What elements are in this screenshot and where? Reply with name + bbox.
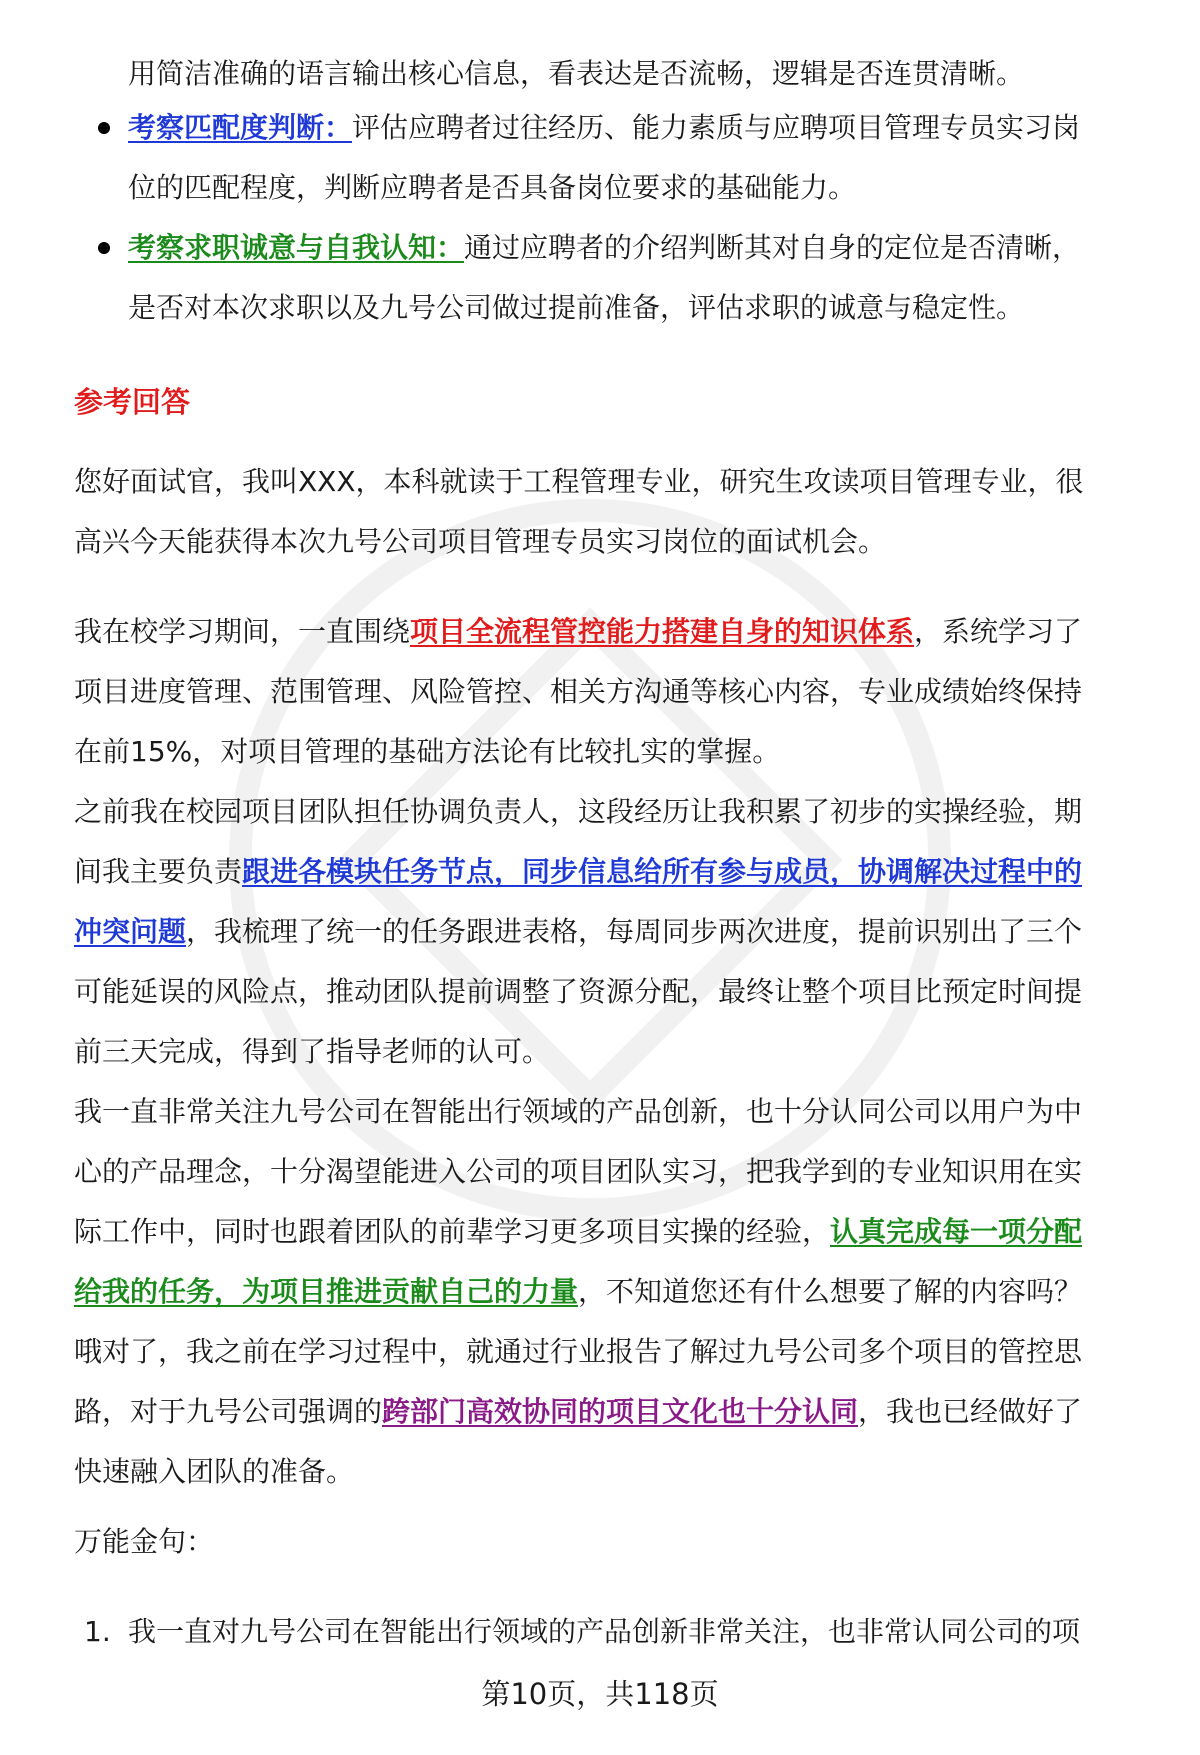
bullet-item-sincerity xyxy=(128,218,1144,338)
section-heading: 参考回答 xyxy=(74,385,191,419)
paragraph-text: ，我也已经做好了 xyxy=(858,1395,1083,1428)
bullet-text: 通过应聘者的介绍判断其对自身的定位是否清晰， xyxy=(464,231,1081,264)
paragraph-text: 我在校学习期间，一直围绕 xyxy=(74,615,411,648)
golden-sentences-label: 万能金句： xyxy=(74,1525,215,1558)
highlight-purple: 跨部门高效协同的项目文化也十分认同 xyxy=(382,1395,859,1428)
paragraph-line: 前三天完成，得到了指导老师的认可。 xyxy=(74,1035,551,1068)
paragraph-line: 您好面试官，我叫XXX，本科就读于工程管理专业，研究生攻读项目管理专业，很 xyxy=(74,465,1084,498)
paragraph-line: 可能延误的风险点，推动团队提前调整了资源分配，最终让整个项目比预定时间提 xyxy=(74,975,1083,1008)
paragraph-text: 间我主要负责 xyxy=(74,855,243,888)
paragraph-intro xyxy=(74,452,1146,572)
paragraph-line: 高兴今天能获得本次九号公司项目管理专员实习岗位的面试机会。 xyxy=(74,525,887,558)
paragraph-text: ，我梳理了统一的任务跟进表格，每周同步两次进度，提前识别出了三个 xyxy=(186,915,1083,948)
paragraph-text: 路，对于九号公司强调的 xyxy=(74,1395,383,1428)
paragraph-line: 哦对了，我之前在学习过程中，就通过行业报告了解过九号公司多个项目的管控思 xyxy=(74,1335,1083,1368)
paragraph-line: 项目进度管理、范围管理、风险管控、相关方沟通等核心内容，专业成绩始终保持 xyxy=(74,675,1083,708)
highlight-green: 给我的任务，为项目推进贡献自己的力量 xyxy=(74,1275,579,1308)
list-number: 1. xyxy=(84,1615,111,1648)
bullet-dot xyxy=(98,122,110,134)
paragraph-study xyxy=(74,602,1146,782)
bullet-text: 位的匹配程度，判断应聘者是否具备岗位要求的基础能力。 xyxy=(128,171,857,204)
paragraph-experience xyxy=(74,782,1146,1082)
paragraph-motivation xyxy=(74,1082,1146,1502)
paragraph-text: 际工作中，同时也跟着团队的前辈学习更多项目实操的经验， xyxy=(74,1215,831,1248)
paragraph-line: 我一直非常关注九号公司在智能出行领域的产品创新，也十分认同公司以用户为中 xyxy=(74,1095,1083,1128)
highlight-blue: 跟进各模块任务节点，同步信息给所有参与成员，协调解决过程中的 xyxy=(242,855,1083,888)
paragraph-text: ，系统学习了 xyxy=(914,615,1083,648)
paragraph-line: 之前我在校园项目团队担任协调负责人，这段经历让我积累了初步的实操经验，期 xyxy=(74,795,1083,828)
paragraph-line: 快速融入团队的准备。 xyxy=(74,1455,355,1488)
paragraph-text: ，不知道您还有什么想要了解的内容吗？ xyxy=(578,1275,1083,1308)
bullet-title: 考察匹配度判断： xyxy=(128,111,353,144)
bullet-dot xyxy=(98,242,110,254)
highlight-red: 项目全流程管控能力搭建自身的知识体系 xyxy=(410,615,915,648)
page-footer: 第10页，共118页 xyxy=(481,1677,719,1711)
bullet-text: 评估应聘者过往经历、能力素质与应聘项目管理专员实习岗 xyxy=(352,111,1081,144)
list-text: 我一直对九号公司在智能出行领域的产品创新非常关注，也非常认同公司的项 xyxy=(128,1615,1081,1648)
paragraph-line: 心的产品理念，十分渴望能进入公司的项目团队实习，把我学到的专业知识用在实 xyxy=(74,1155,1083,1188)
highlight-blue: 冲突问题 xyxy=(74,915,187,948)
paragraph-line: 在前15%，对项目管理的基础方法论有比较扎实的掌握。 xyxy=(74,735,781,768)
bullet-item-match xyxy=(128,98,1144,218)
bullet-title: 考察求职诚意与自我认知： xyxy=(128,231,465,264)
highlight-green: 认真完成每一项分配 xyxy=(830,1215,1083,1248)
bullet-text: 是否对本次求职以及九号公司做过提前准备，评估求职的诚意与稳定性。 xyxy=(128,291,1025,324)
intro-line: 用简洁准确的语言输出核心信息，看表达是否流畅，逻辑是否连贯清晰。 xyxy=(128,57,1025,90)
list-item xyxy=(84,1602,1144,1662)
